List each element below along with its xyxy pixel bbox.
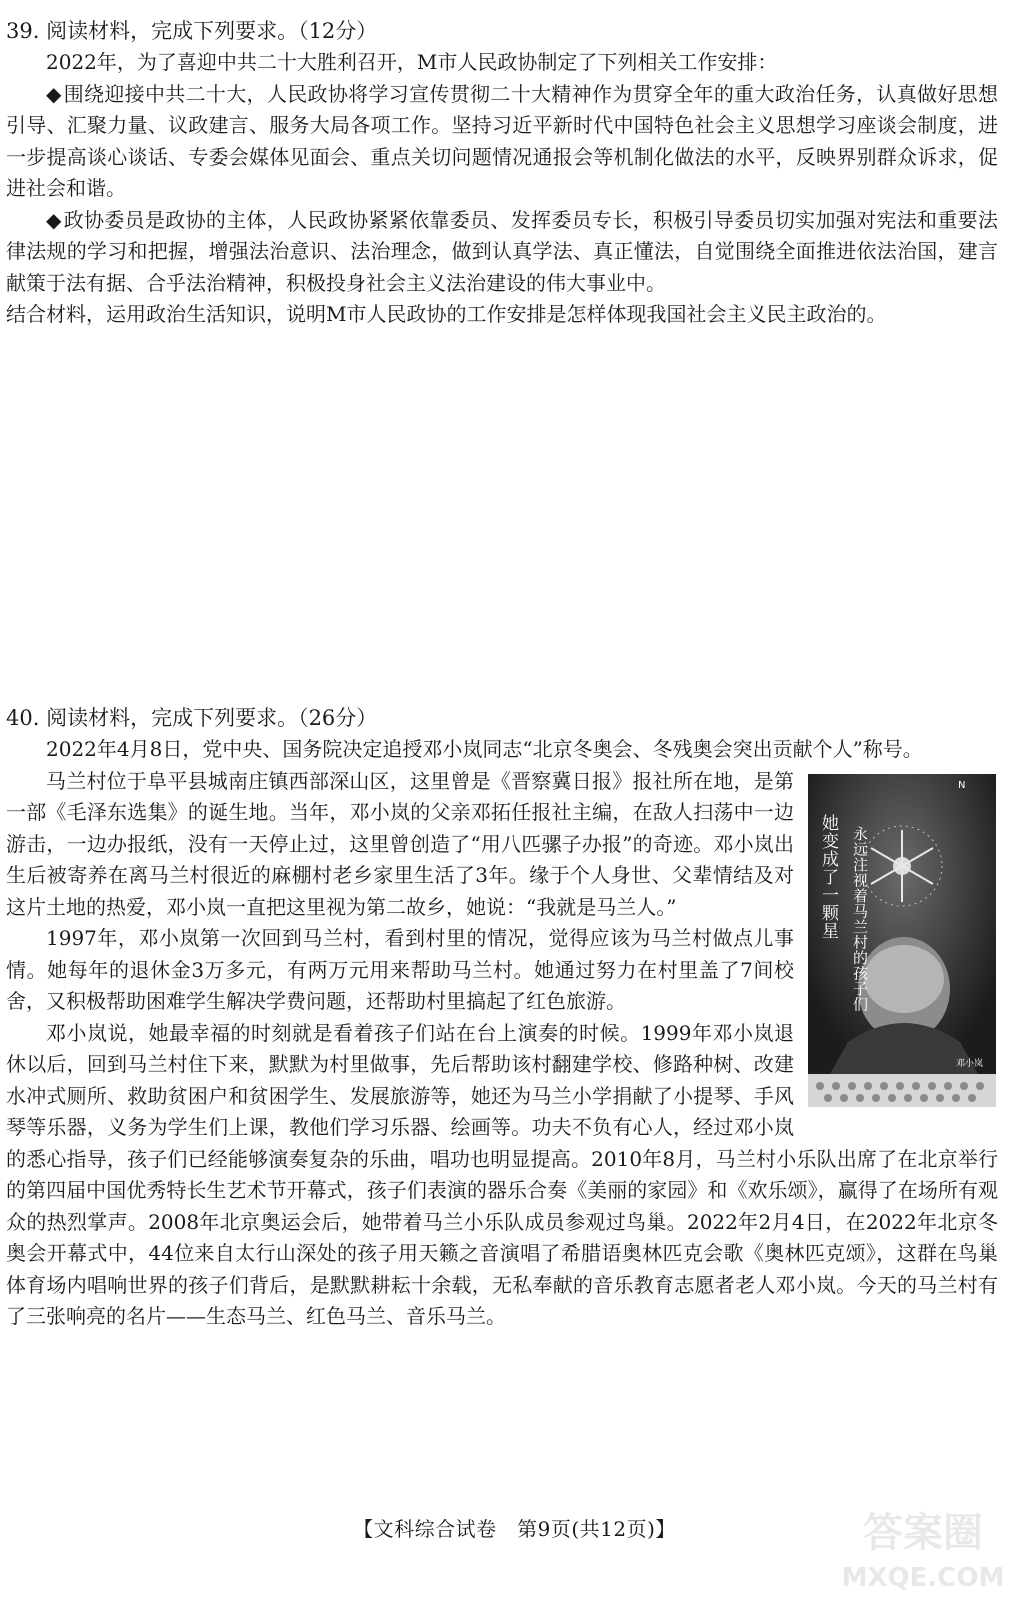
diamond-bullet-icon bbox=[46, 82, 64, 106]
page-footer: 【文科综合试卷 第9页(共12页)】 bbox=[353, 1517, 676, 1541]
question-39-bullet-2 bbox=[6, 205, 998, 300]
photo-corner-label: N bbox=[958, 779, 966, 791]
photo-caption: 邓小岚 bbox=[956, 1058, 984, 1069]
question-39-bullet-1 bbox=[6, 79, 998, 205]
bullet-1-text: 围绕迎接中共二十大，人民政协将学习宣传贯彻二十大精神作为贯穿全年的重大政治任务，认真做好思想引导、汇聚力量、议政建言、服务大局各项工作。坚持习近平新时代中国特色社会主义思想学习座谈会制度，进一步提高谈心谈话、专委会媒体见面会、重点关切问题情况通报会等机制化做法的水平，反映界别群众诉求，促进社会和谐。 bbox=[6, 81, 998, 200]
question-39-intro: 2022年，为了喜迎中共二十大胜利召开，M市人民政协制定了下列相关工作安排： bbox=[46, 50, 778, 74]
watermark-text: 答案圈 MXQE.COM bbox=[841, 1510, 1005, 1593]
photo-illustration bbox=[808, 774, 996, 1107]
question-40-paragraph-1: 2022年4月8日，党中央、国务院决定追授邓小岚同志“北京冬奥会、冬残奥会突出贡献个人”称号。 bbox=[46, 737, 923, 761]
deng-xiaolan-photo bbox=[808, 774, 996, 1107]
photo-headline-1: 她变成了一颗星 bbox=[818, 813, 838, 940]
question-40-title: 40. 阅读材料，完成下列要求。（26分） bbox=[6, 706, 378, 730]
question-39 bbox=[6, 16, 998, 331]
question-40-paragraph-4: 邓小岚说，她最幸福的时刻就是看着孩子们站在台上演奏的时候。1999年邓小岚退休以后，回到马兰村住下来，默默为村里做事，先后帮助该村翻建学校、修路种树、改建水冲式厕所、救助贫困户和贫困学生、发展旅游等，她还为马兰小学捐献了小提琴、手风琴等乐器，义务为学生们上课，教他们学习乐器、绘画等。功夫不负有心人，经过邓小岚的悉心指导，孩子们已经能够演奏复杂的乐曲，唱功也明显提高。2010年8月，马兰村小乐队出席了在北京举行的第四届中国优秀特长生艺术节开幕式，孩子们表演的器乐合奏《美丽的家园》和《欢乐颂》，赢得了在场所有观众的热烈掌声。2008年北京奥运会后，她带着马兰小乐队成员参观过鸟巢。2022年2月4日，在2022年北京冬奥会开幕式中，44位来自太行山深处的孩子用天籁之音演唱了希腊语奥林匹克会歌《奥林匹克颂》，这群在鸟巢体育场内唱响世界的孩子们背后，是默默耕耘十余载，无私奉献的音乐教育志愿者老人邓小岚。今天的马兰村有了三张响亮的名片——生态马兰、红色马兰、音乐马兰。 bbox=[6, 1020, 998, 1328]
bullet-2-text: 政协委员是政协的主体，人民政协紧紧依靠委员、发挥委员专长，积极引导委员切实加强对宪法和重要法律法规的学习和把握，增强法治意识、法治理念，做到认真学法、真正懂法，自觉围绕全面推进依法治国，建言献策于法有据、合乎法治精神，积极投身社会主义法治建设的伟大事业中。 bbox=[6, 207, 998, 295]
question-39-requirement: 结合材料，运用政治生活知识，说明M市人民政协的工作安排是怎样体现我国社会主义民主政治的。 bbox=[6, 302, 887, 326]
question-40-paragraph-3: 1997年，邓小岚第一次回到马兰村，看到村里的情况，觉得应该为马兰村做点儿事情。她每年的退休金3万多元，有两万元用来帮助马兰村。她通过努力在村里盖了7间校舍，又积极帮助困难学生解决学费问题，还帮助村里搞起了红色旅游。 bbox=[6, 926, 794, 1013]
question-40-paragraph-2: 马兰村位于阜平县城南庄镇西部深山区，这里曾是《晋察冀日报》报社所在地，是第一部《毛泽东选集》的诞生地。当年，邓小岚的父亲邓拓任报社主编，在敌人扫荡中一边游击，一边办报纸，没有一天停止过，这里曾创造了“用八匹骡子办报”的奇迹。邓小岚出生后被寄养在离马兰村很近的麻棚村老乡家里生活了3年。缘于个人身世、父辈情结及对这片土地的热爱，邓小岚一直把这里视为第二故乡，她说：“我就是马兰人。” bbox=[6, 768, 794, 919]
watermark-logo bbox=[823, 1500, 1023, 1596]
question-40 bbox=[6, 703, 998, 1333]
question-39-title: 39. 阅读材料，完成下列要求。（12分） bbox=[6, 19, 378, 43]
photo-headline-2: 永远注视着马兰村的孩子们 bbox=[851, 825, 869, 1012]
diamond-bullet-icon bbox=[46, 208, 64, 232]
